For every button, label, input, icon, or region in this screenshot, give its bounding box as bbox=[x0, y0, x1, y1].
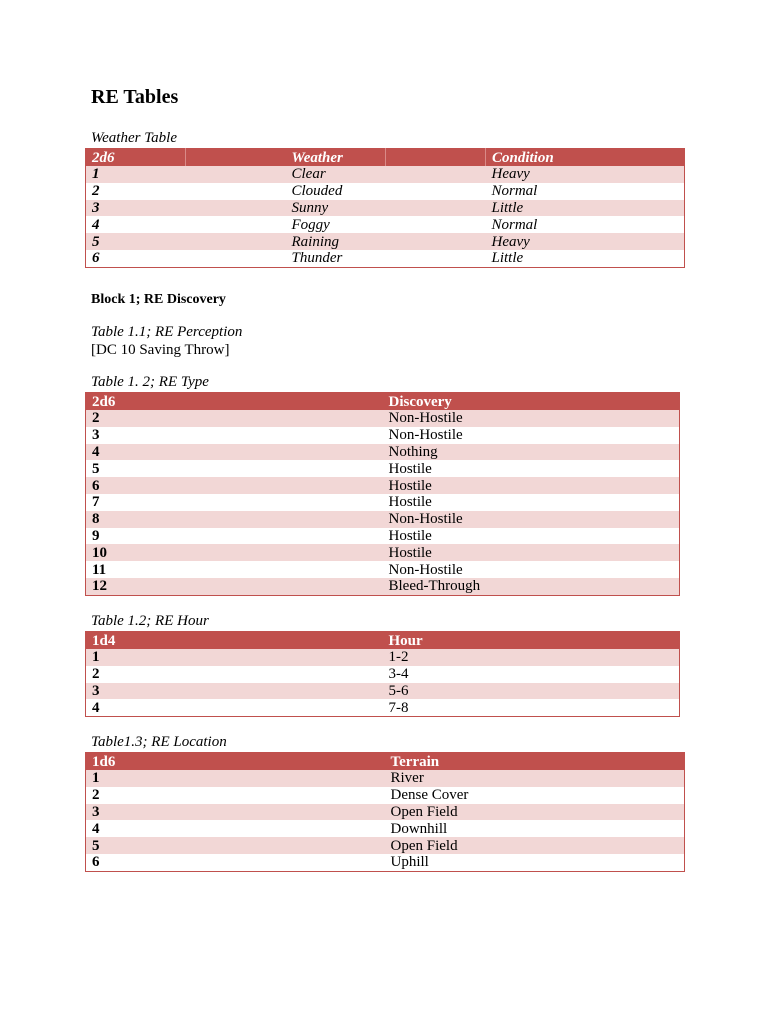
table-cell: Open Field bbox=[385, 837, 685, 854]
table-cell: 11 bbox=[86, 561, 383, 578]
table-cell: 10 bbox=[86, 544, 383, 561]
table-cell: 3 bbox=[86, 804, 385, 821]
column-header: Terrain bbox=[385, 753, 685, 771]
table-cell: 4 bbox=[86, 699, 383, 716]
re-hour-table bbox=[85, 631, 680, 717]
table-cell: Uphill bbox=[385, 854, 685, 871]
table-cell: Sunny bbox=[286, 200, 486, 217]
table-cell: Hostile bbox=[383, 494, 680, 511]
table-cell: 2 bbox=[86, 666, 383, 683]
table-row bbox=[86, 544, 680, 561]
table-row bbox=[86, 787, 685, 804]
table-cell: Non-Hostile bbox=[383, 427, 680, 444]
table-cell: Non-Hostile bbox=[383, 561, 680, 578]
table-cell: 8 bbox=[86, 511, 383, 528]
table-row bbox=[86, 200, 685, 217]
table-cell: 2 bbox=[86, 410, 383, 427]
table-row bbox=[86, 494, 680, 511]
table-cell: 7-8 bbox=[383, 699, 680, 716]
table-cell: Non-Hostile bbox=[383, 511, 680, 528]
table-cell: 1 bbox=[86, 649, 383, 666]
weather-table-caption: Weather Table bbox=[91, 130, 177, 146]
table-cell: Raining bbox=[286, 233, 486, 250]
table-header-row bbox=[86, 753, 685, 771]
table-cell: Dense Cover bbox=[385, 787, 685, 804]
table-cell: 12 bbox=[86, 578, 383, 595]
column-header: Condition bbox=[486, 149, 586, 167]
table-cell: 5 bbox=[86, 837, 385, 854]
column-header: 2d6 bbox=[86, 149, 186, 167]
table-cell: 3 bbox=[86, 683, 383, 700]
table-cell: Hostile bbox=[383, 544, 680, 561]
table-row bbox=[86, 837, 685, 854]
table-header-row bbox=[86, 149, 685, 167]
table-header-row bbox=[86, 393, 680, 411]
table-row bbox=[86, 166, 685, 183]
table-cell: 3 bbox=[86, 200, 286, 217]
table-cell: 5 bbox=[86, 460, 383, 477]
table-header-row bbox=[86, 632, 680, 650]
perception-caption: Table 1.1; RE Perception bbox=[91, 324, 243, 340]
table-row bbox=[86, 854, 685, 871]
column-divider bbox=[186, 149, 286, 167]
column-header: 1d4 bbox=[86, 632, 383, 650]
table-row bbox=[86, 460, 680, 477]
table-row bbox=[86, 528, 680, 545]
table-cell: Normal bbox=[486, 183, 685, 200]
hour-table-caption: Table 1.2; RE Hour bbox=[91, 613, 209, 629]
table-cell: Heavy bbox=[486, 166, 685, 183]
table-cell: 5 bbox=[86, 233, 286, 250]
table-cell: Thunder bbox=[286, 250, 486, 267]
re-location-table bbox=[85, 752, 685, 872]
table-cell: 2 bbox=[86, 787, 385, 804]
table-cell: 6 bbox=[86, 477, 383, 494]
table-cell: Foggy bbox=[286, 216, 486, 233]
column-header: Hour bbox=[383, 632, 680, 650]
table-cell: Hostile bbox=[383, 477, 680, 494]
table-cell: Nothing bbox=[383, 444, 680, 461]
table-row bbox=[86, 561, 680, 578]
table-cell: Open Field bbox=[385, 804, 685, 821]
table-cell: Non-Hostile bbox=[383, 410, 680, 427]
re-type-table bbox=[85, 392, 680, 596]
perception-text: [DC 10 Saving Throw] bbox=[91, 342, 230, 358]
table-cell: Clear bbox=[286, 166, 486, 183]
table-row bbox=[86, 770, 685, 787]
location-table-caption: Table1.3; RE Location bbox=[91, 734, 227, 750]
column-header: 1d6 bbox=[86, 753, 385, 771]
table-row bbox=[86, 410, 680, 427]
table-cell: 4 bbox=[86, 216, 286, 233]
table-cell: Normal bbox=[486, 216, 685, 233]
table-cell: Bleed-Through bbox=[383, 578, 680, 595]
table-row bbox=[86, 477, 680, 494]
table-row bbox=[86, 666, 680, 683]
table-row bbox=[86, 233, 685, 250]
column-header: Weather bbox=[286, 149, 386, 167]
table-cell: 4 bbox=[86, 820, 385, 837]
table-cell: Heavy bbox=[486, 233, 685, 250]
table-cell: 5-6 bbox=[383, 683, 680, 700]
column-filler bbox=[586, 149, 685, 167]
table-row bbox=[86, 804, 685, 821]
table-cell: Hostile bbox=[383, 460, 680, 477]
table-cell: 1 bbox=[86, 166, 286, 183]
table-row bbox=[86, 578, 680, 595]
table-cell: 6 bbox=[86, 250, 286, 267]
column-header: Discovery bbox=[383, 393, 680, 411]
table-cell: 9 bbox=[86, 528, 383, 545]
table-cell: 6 bbox=[86, 854, 385, 871]
table-cell: River bbox=[385, 770, 685, 787]
table-row bbox=[86, 820, 685, 837]
table-cell: 4 bbox=[86, 444, 383, 461]
table-cell: Downhill bbox=[385, 820, 685, 837]
table-cell: 2 bbox=[86, 183, 286, 200]
table-row bbox=[86, 183, 685, 200]
table-row bbox=[86, 649, 680, 666]
table-cell: Little bbox=[486, 250, 685, 267]
type-table-caption: Table 1. 2; RE Type bbox=[91, 374, 209, 390]
block-heading: Block 1; RE Discovery bbox=[91, 292, 226, 307]
table-row bbox=[86, 250, 685, 267]
table-row bbox=[86, 216, 685, 233]
table-cell: 1 bbox=[86, 770, 385, 787]
table-row bbox=[86, 699, 680, 716]
table-cell: Clouded bbox=[286, 183, 486, 200]
table-row bbox=[86, 427, 680, 444]
column-header: 2d6 bbox=[86, 393, 383, 411]
table-row bbox=[86, 683, 680, 700]
weather-table bbox=[85, 148, 685, 268]
table-row bbox=[86, 444, 680, 461]
table-cell: Hostile bbox=[383, 528, 680, 545]
table-row bbox=[86, 511, 680, 528]
table-cell: Little bbox=[486, 200, 685, 217]
table-cell: 7 bbox=[86, 494, 383, 511]
table-cell: 3 bbox=[86, 427, 383, 444]
table-cell: 1-2 bbox=[383, 649, 680, 666]
table-cell: 3-4 bbox=[383, 666, 680, 683]
page-title: RE Tables bbox=[91, 86, 179, 108]
column-divider bbox=[386, 149, 486, 167]
